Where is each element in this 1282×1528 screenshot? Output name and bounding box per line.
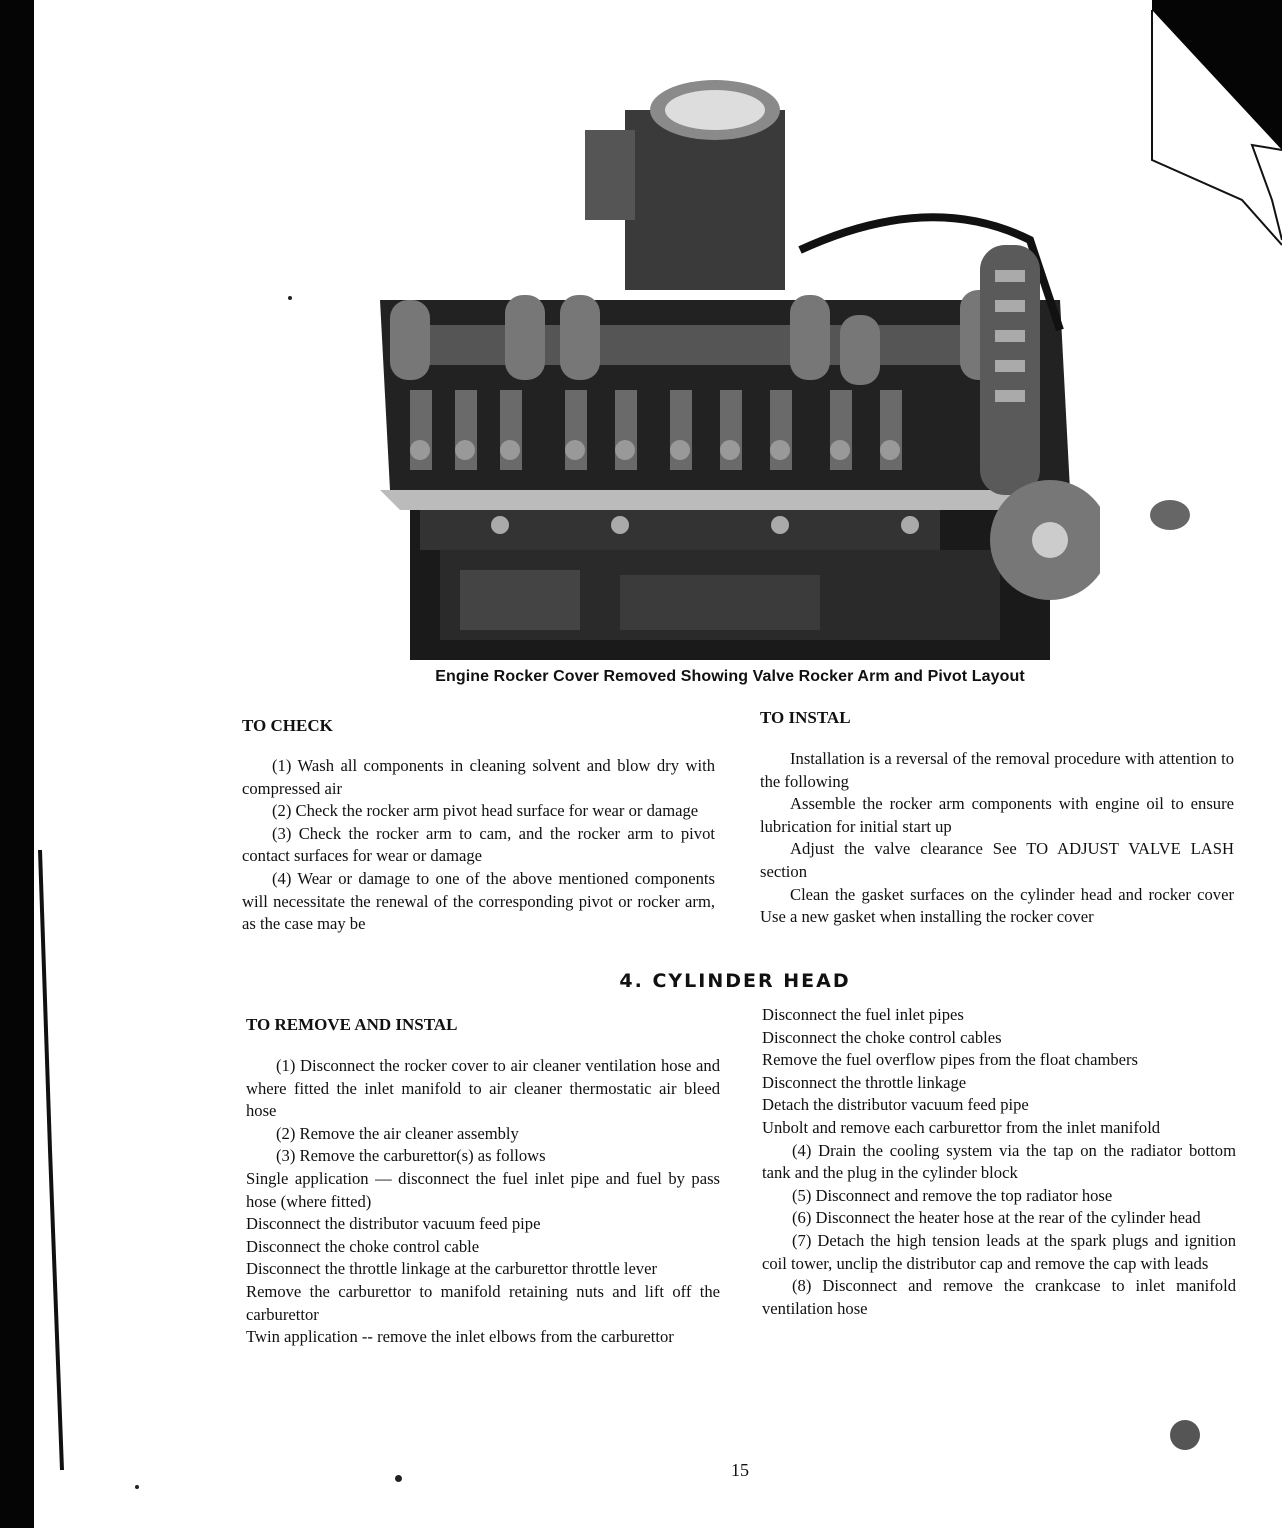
remove-instal-paragraph: Twin application -- remove the inlet elbows from the carburettor [246,1327,674,1347]
to-instal-body [760,748,1234,929]
remove-instal-paragraph: (2) Remove the air cleaner assembly [276,1123,519,1143]
remove-instal-paragraph: (3) Remove the carburettor(s) as follows [276,1146,546,1166]
to-check-body [242,755,715,936]
remove-instal-paragraph: (6) Disconnect the heater hose at the rear of the cylinder head [792,1208,1201,1228]
to-check-paragraph: (3) Check the rocker arm to cam, and the rocker arm to pivot contact surfaces for wear or damage [242,823,715,866]
remove-instal-paragraph: Remove the carburettor to manifold retaining nuts and lift off the carburettor [246,1281,720,1324]
remove-instal-paragraph: Remove the fuel overflow pipes from the float chambers [762,1050,1139,1070]
figure-caption: Engine Rocker Cover Removed Showing Valve Rocker Arm and Pivot Layout [435,668,1025,685]
remove-instal-paragraph: Unbolt and remove each carburettor from the inlet manifold [762,1117,1161,1137]
remove-instal-heading: TO REMOVE AND INSTAL [246,1015,458,1034]
to-instal-paragraph: Assemble the rocker arm components with engine oil to ensure lubrication for initial start up [760,794,1234,836]
section-title: 4. CYLINDER HEAD [619,970,851,992]
remove-instal-paragraph: (7) Detach the high tension leads at the spark plugs and ignition coil tower, unclip the distributor cap and remove the cap with leads [762,1230,1236,1273]
to-instal-paragraph: Adjust the valve clearance See TO ADJUST VALVE LASH section [760,839,1234,881]
page-number: 15 [731,1460,749,1480]
remove-instal-paragraph: Disconnect the choke control cable [246,1236,480,1256]
to-instal-paragraph: Installation is a reversal of the removal procedure with attention to the following [760,749,1234,791]
scan-speck [1150,500,1190,530]
scan-speck [1170,1420,1200,1450]
engine-rocker-photo [370,70,1100,666]
page-corner-fold [1112,0,1282,260]
scan-scratch-mark [34,850,74,1470]
to-check-paragraph: (4) Wear or damage to one of the above mentioned components will necessitate the renewal of the corresponding pivot or rocker arm, as the case may be [242,868,715,934]
remove-instal-left-body [246,1055,720,1349]
scan-left-edge [0,0,34,1528]
remove-instal-right-body [762,1004,1236,1320]
to-instal-heading: TO INSTAL [760,708,851,727]
remove-instal-paragraph: (1) Disconnect the rocker cover to air cleaner ventilation hose and where fitted the inlet manifold to air cleaner thermostatic air bleed hose [246,1056,720,1121]
remove-instal-paragraph: Disconnect the throttle linkage [762,1072,967,1092]
scan-speck [288,296,292,300]
remove-instal-paragraph: (8) Disconnect and remove the crankcase to inlet manifold ventilation hose [762,1276,1236,1318]
remove-instal-paragraph: (4) Drain the cooling system via the tap on the radiator bottom tank and the plug in the cylinder block [762,1140,1236,1183]
to-check-paragraph: (2) Check the rocker arm pivot head surface for wear or damage [272,801,699,821]
remove-instal-paragraph: Disconnect the throttle linkage at the carburettor throttle lever [246,1259,657,1279]
to-check-heading: TO CHECK [242,716,333,735]
to-instal-paragraph: Clean the gasket surfaces on the cylinder head and rocker cover Use a new gasket when installing the rocker cover [760,884,1234,927]
remove-instal-paragraph: Disconnect the distributor vacuum feed pipe [246,1214,541,1234]
remove-instal-paragraph: Single application — disconnect the fuel inlet pipe and fuel by pass hose (where fitted) [246,1168,720,1211]
scan-speck [135,1485,139,1489]
remove-instal-paragraph: Detach the distributor vacuum feed pipe [762,1095,1029,1115]
remove-instal-paragraph: Disconnect the choke control cables [762,1027,1002,1047]
scan-speck [395,1475,402,1482]
remove-instal-paragraph: Disconnect the fuel inlet pipes [762,1005,964,1024]
remove-instal-paragraph: (5) Disconnect and remove the top radiator hose [792,1185,1113,1205]
to-check-paragraph: (1) Wash all components in cleaning solvent and blow dry with compressed air [242,756,715,798]
